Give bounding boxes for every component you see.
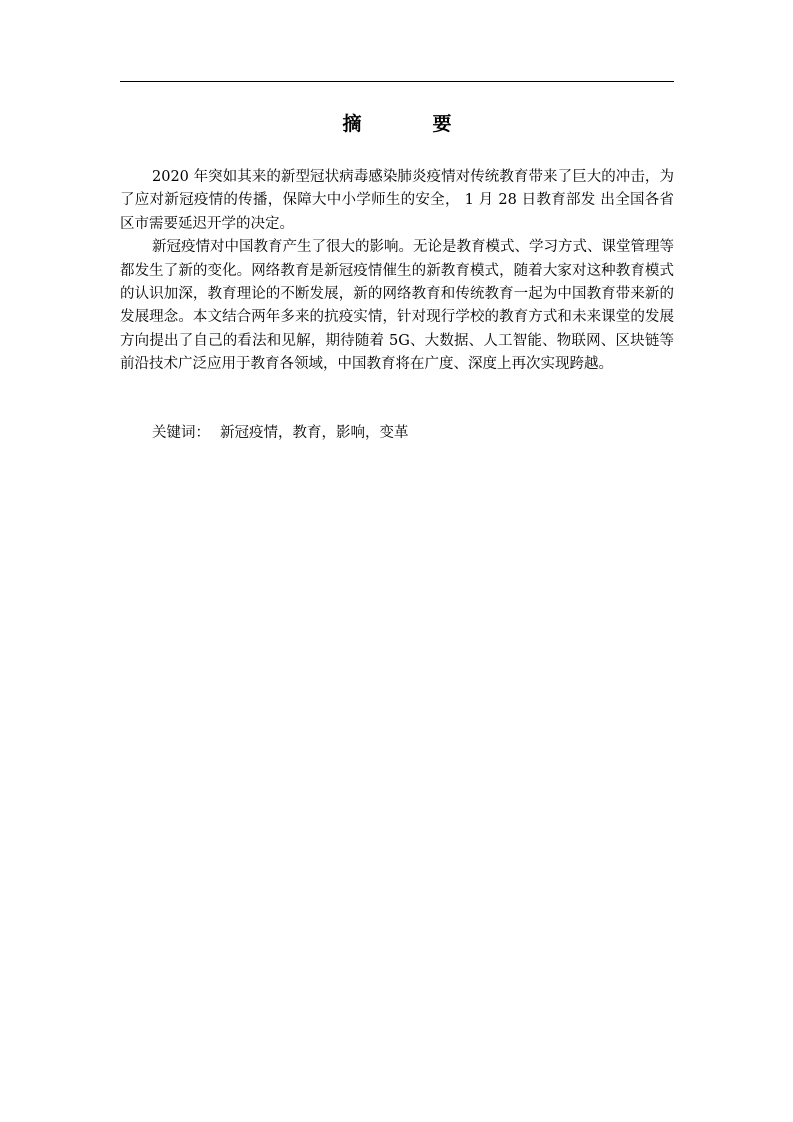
abstract-paragraph-1: 2020 年突如其来的新型冠状病毒感染肺炎疫情对传统教育带来了巨大的冲击，为了应对新冠疫情的传播，保障大中小学师生的安全， 1 月 28 日教育部发 出全国各省区市需要延迟开学的决定。 [120,169,674,232]
keywords-line [152,422,674,445]
abstract-paragraph-2: 新冠疫情对中国教育产生了很大的影响。无论是教育模式、学习方式、课堂管理等都发生了新的变化。网络教育是新冠疫情催生的新教育模式，随着大家对这种教育模式的认识加深，教育理论的不断发展，新的网络教育和传统教育一起为中国教育带来新的发展理念。本文结合两年多来的抗疫实情，针对现行学校的教育方式和未来课堂的发展方向提出了自己的看法和见解，期待随着 5G、大数据、人工智能、物联网、区块链等前沿技术广泛应用于教育各领域，中国教育将在广度、深度上再次实现跨越。 [120,239,674,373]
header-rule [120,81,674,82]
keywords-list: 新冠疫情，教育，影响，变革 [220,425,409,441]
keywords-label: 关键词： [152,425,210,441]
abstract-body [120,166,674,377]
abstract-title: 摘 要 [342,113,478,135]
